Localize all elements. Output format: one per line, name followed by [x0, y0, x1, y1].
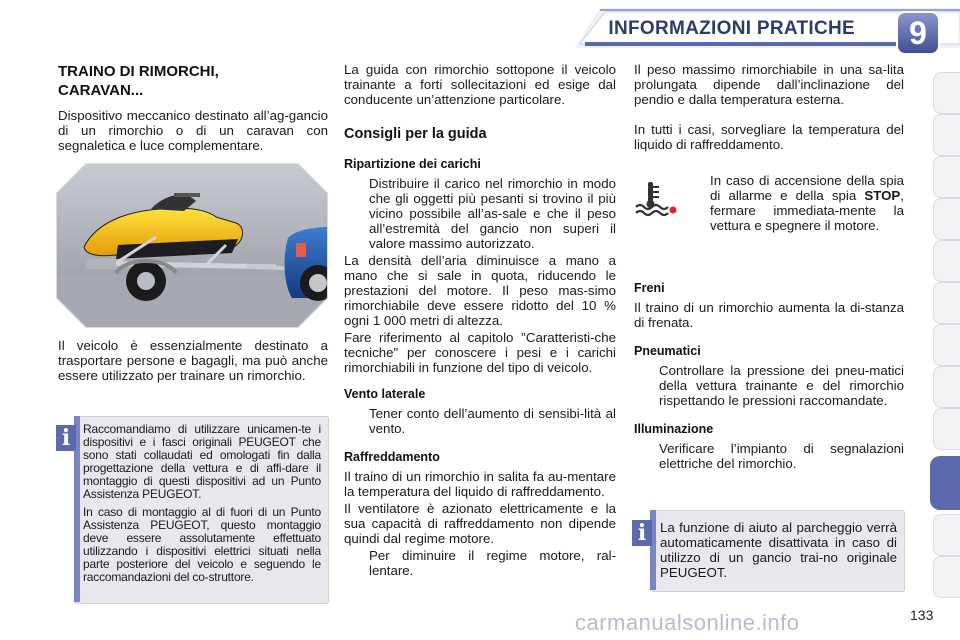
- thumb-tab[interactable]: [933, 198, 960, 240]
- info-paragraph-2: In caso di montaggio al di fuori di un Punto Assistenza PEUGEOT, questo montaggio deve essere assolutamente effettuato utilizzando i dispositivi elettrici situati nella parte posteriore del veicolo e seguendo le raccomandazioni del co-struttore.: [83, 505, 321, 584]
- cooling-bullet-text: Per diminuire il regime motore, ral-lentare.: [369, 548, 616, 578]
- usage-paragraph: Il veicolo è essenzialmente destinato a trasportare persone e bagagli, ma può anche essere utilizzato per trainare un rimorchio.: [58, 338, 328, 383]
- load-bullet-text: Distribuire il carico nel rimorchio in modo che gli oggetti più pesanti si trovino il più vicino possibile all’as-sale e che il peso all’estremità del gancio non superi il valore massimo autorizzato.: [369, 176, 616, 251]
- info-icon: i: [632, 520, 652, 546]
- tyres-heading: Pneumatici: [634, 344, 701, 358]
- thumb-tab-active[interactable]: [930, 456, 960, 510]
- lighting-bullet-text: Verificare l’impianto di segnalazioni elettriche del rimorchio.: [659, 441, 904, 471]
- tyres-bullet-text: Controllare la pressione dei pneu-matici della vettura trainante e del rimorchio rispettando le pressioni raccomandate.: [659, 363, 904, 408]
- chapter-number: 9: [909, 15, 927, 51]
- info-text-left: [83, 423, 321, 584]
- brakes-paragraph: Il traino di un rimorchio aumenta la di-stanza di frenata.: [634, 300, 904, 330]
- thumb-tab[interactable]: [933, 324, 960, 366]
- warning-text-start: In caso di accensione della spia di allarme e della spia: [710, 173, 904, 203]
- column-middle: [344, 62, 616, 578]
- intro-paragraph: Dispositivo meccanico destinato all’ag-gancio di un rimorchio o di un caravan con segnaletica e luce complementare.: [58, 108, 328, 153]
- thumb-tab[interactable]: [933, 282, 960, 324]
- column-right: [634, 62, 904, 152]
- cooling-bullet: [344, 548, 616, 578]
- driving-tips-heading: Consigli per la guida: [344, 126, 487, 142]
- stop-label: STOP: [864, 188, 901, 203]
- section-title: INFORMAZIONI PRATICHE: [608, 18, 855, 39]
- warning-bullet: [688, 173, 904, 233]
- warning-text-end: , fermare immediata-mente la vettura e spegnere il motore.: [710, 188, 904, 233]
- page-number: 133: [910, 607, 934, 623]
- watermark: carmanualsonline.info: [575, 610, 800, 635]
- monitor-temp-paragraph: In tutti i casi, sorvegliare la temperatura del liquido di raffreddamento.: [634, 122, 904, 152]
- chapter-badge: [895, 10, 941, 56]
- thumb-tab[interactable]: [933, 156, 960, 198]
- max-weight-paragraph: Il peso massimo rimorchiabile in una sa-lita prolungata dipende dall’inclinazione del pendio e dalla temperatura esterna.: [634, 62, 904, 107]
- density-paragraph: La densità dell’aria diminuisce a mano a mano che si sale in quota, riducendo le prestazioni del motore. Il peso mas-simo rimorchiabile deve essere ridotto del 10 % ogni 1 000 metri di altezza.: [344, 253, 616, 328]
- thumb-tab[interactable]: [933, 240, 960, 282]
- cooling-paragraph-2: Il ventilatore è azionato elettricamente e la sua capacità di raffreddamento non dipende quindi dal regime motore.: [344, 501, 616, 546]
- thumb-tab[interactable]: [933, 72, 960, 114]
- jetski-trailer-image: [56, 163, 328, 328]
- lighting-bullet: [634, 441, 904, 471]
- reference-paragraph: Fare riferimento al capitolo "Caratteristi-che tecniche" per conoscere i pesi e i carichi rimorchiabili in funzione del tipo di veicolo.: [344, 330, 616, 375]
- column-right-lower: [634, 281, 904, 471]
- lighting-heading: Illuminazione: [634, 422, 714, 436]
- page-title-line2: CARAVAN...: [58, 82, 144, 99]
- thumb-tab[interactable]: [933, 408, 960, 450]
- parking-aid-info-text: La funzione di aiuto al parcheggio verrà automaticamente disattivata in caso di utilizzo di un gancio trai-no originale PEUGEOT.: [660, 520, 897, 580]
- cooling-heading: Raffreddamento: [344, 450, 440, 464]
- thumb-tab[interactable]: [933, 114, 960, 156]
- wind-bullet: [344, 406, 616, 436]
- wind-heading: Vento laterale: [344, 387, 426, 401]
- cooling-paragraph-1: Il traino di un rimorchio in salita fa au-mentare la temperatura del liquido di raffreddamento.: [344, 469, 616, 499]
- towing-intro: La guida con rimorchio sottopone il veicolo trainante a forti sollecitazioni ed esige dal conducente un’attenzione particolare.: [344, 62, 616, 107]
- trailer-illustration: [56, 163, 328, 328]
- thumb-tab[interactable]: [933, 514, 960, 556]
- load-heading: Ripartizione dei carichi: [344, 157, 481, 171]
- page-title-line1: TRAINO DI RIMORCHI,: [58, 63, 219, 80]
- column-left: [58, 62, 328, 153]
- wind-bullet-text: Tener conto dell’aumento di sensibi-lità al vento.: [369, 406, 616, 436]
- info-paragraph-1: Raccomandiamo di utilizzare unicamen-te i dispositivi e i fasci originali PEUGEOT che sono stati collaudati ed omologati fin dalla progettazione della vettura e di affi-dare il montaggio di questi dispositivi ad un Punto Assistenza PEUGEOT.: [83, 422, 321, 501]
- tyres-bullet: [634, 363, 904, 408]
- coolant-temperature-warning-icon: [634, 180, 678, 218]
- brakes-heading: Freni: [634, 281, 665, 295]
- load-bullet: [344, 176, 616, 251]
- thumb-tab[interactable]: [933, 556, 960, 598]
- info-icon: i: [56, 425, 76, 451]
- thumb-tab[interactable]: [933, 366, 960, 408]
